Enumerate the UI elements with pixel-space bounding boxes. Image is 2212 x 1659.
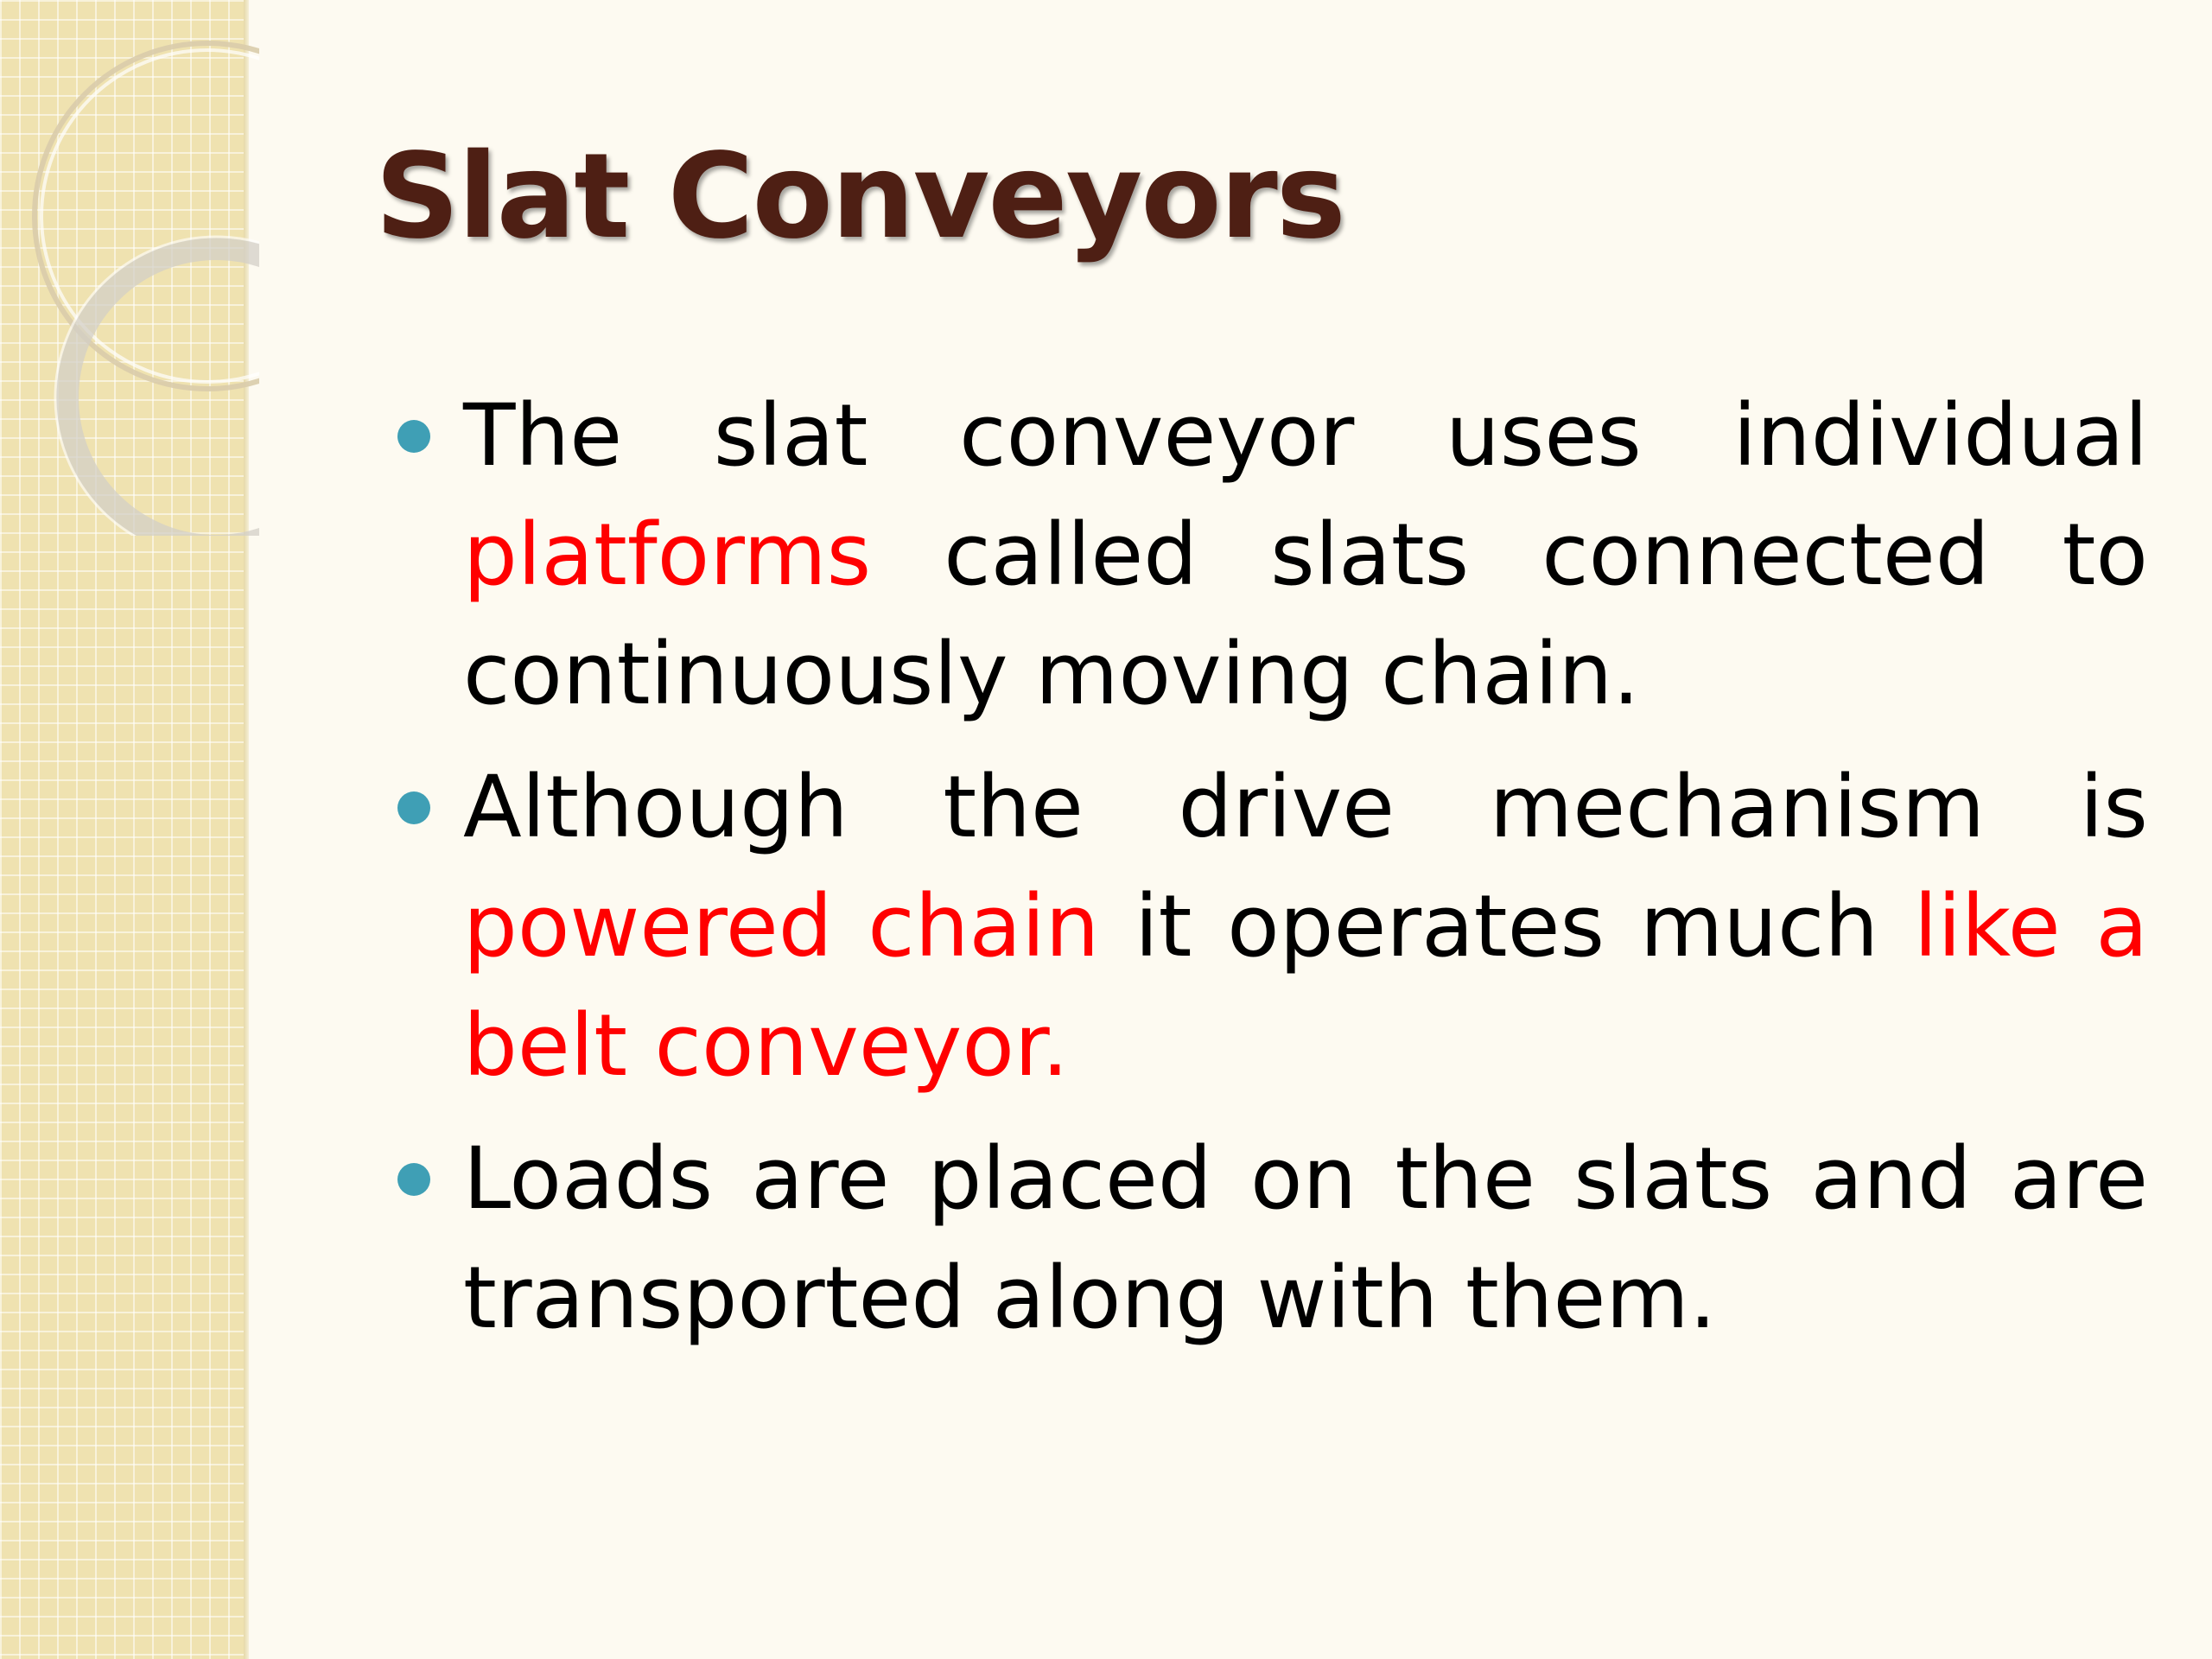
bullet-text: it operates much	[1099, 877, 1914, 976]
bullet-highlight-text: platforms	[463, 505, 872, 605]
bullet-text: called slats connected to continuously moving chain.	[463, 505, 2148, 724]
bullet-text: Although the drive mechanism is	[463, 758, 2148, 857]
decorative-rings	[0, 0, 259, 536]
bullet-highlight-text: like a belt conveyor.	[463, 877, 2148, 1096]
bullet-list	[463, 377, 2148, 1372]
bullet-text: Loads are placed on the slats and are transported along with them.	[463, 1129, 2148, 1348]
bullet-highlight-text: powered chain	[463, 877, 1100, 976]
bullet-dot-icon	[397, 1163, 430, 1196]
bullet-dot-icon	[397, 791, 430, 824]
bullet-item	[463, 748, 2148, 1106]
bullet-dot-icon	[397, 420, 430, 453]
bullet-item	[463, 1120, 2148, 1358]
bullet-item	[463, 377, 2148, 734]
slide-title: Slat Conveyors	[375, 129, 1344, 265]
bullet-text: The slat conveyor uses individual	[463, 386, 2148, 486]
